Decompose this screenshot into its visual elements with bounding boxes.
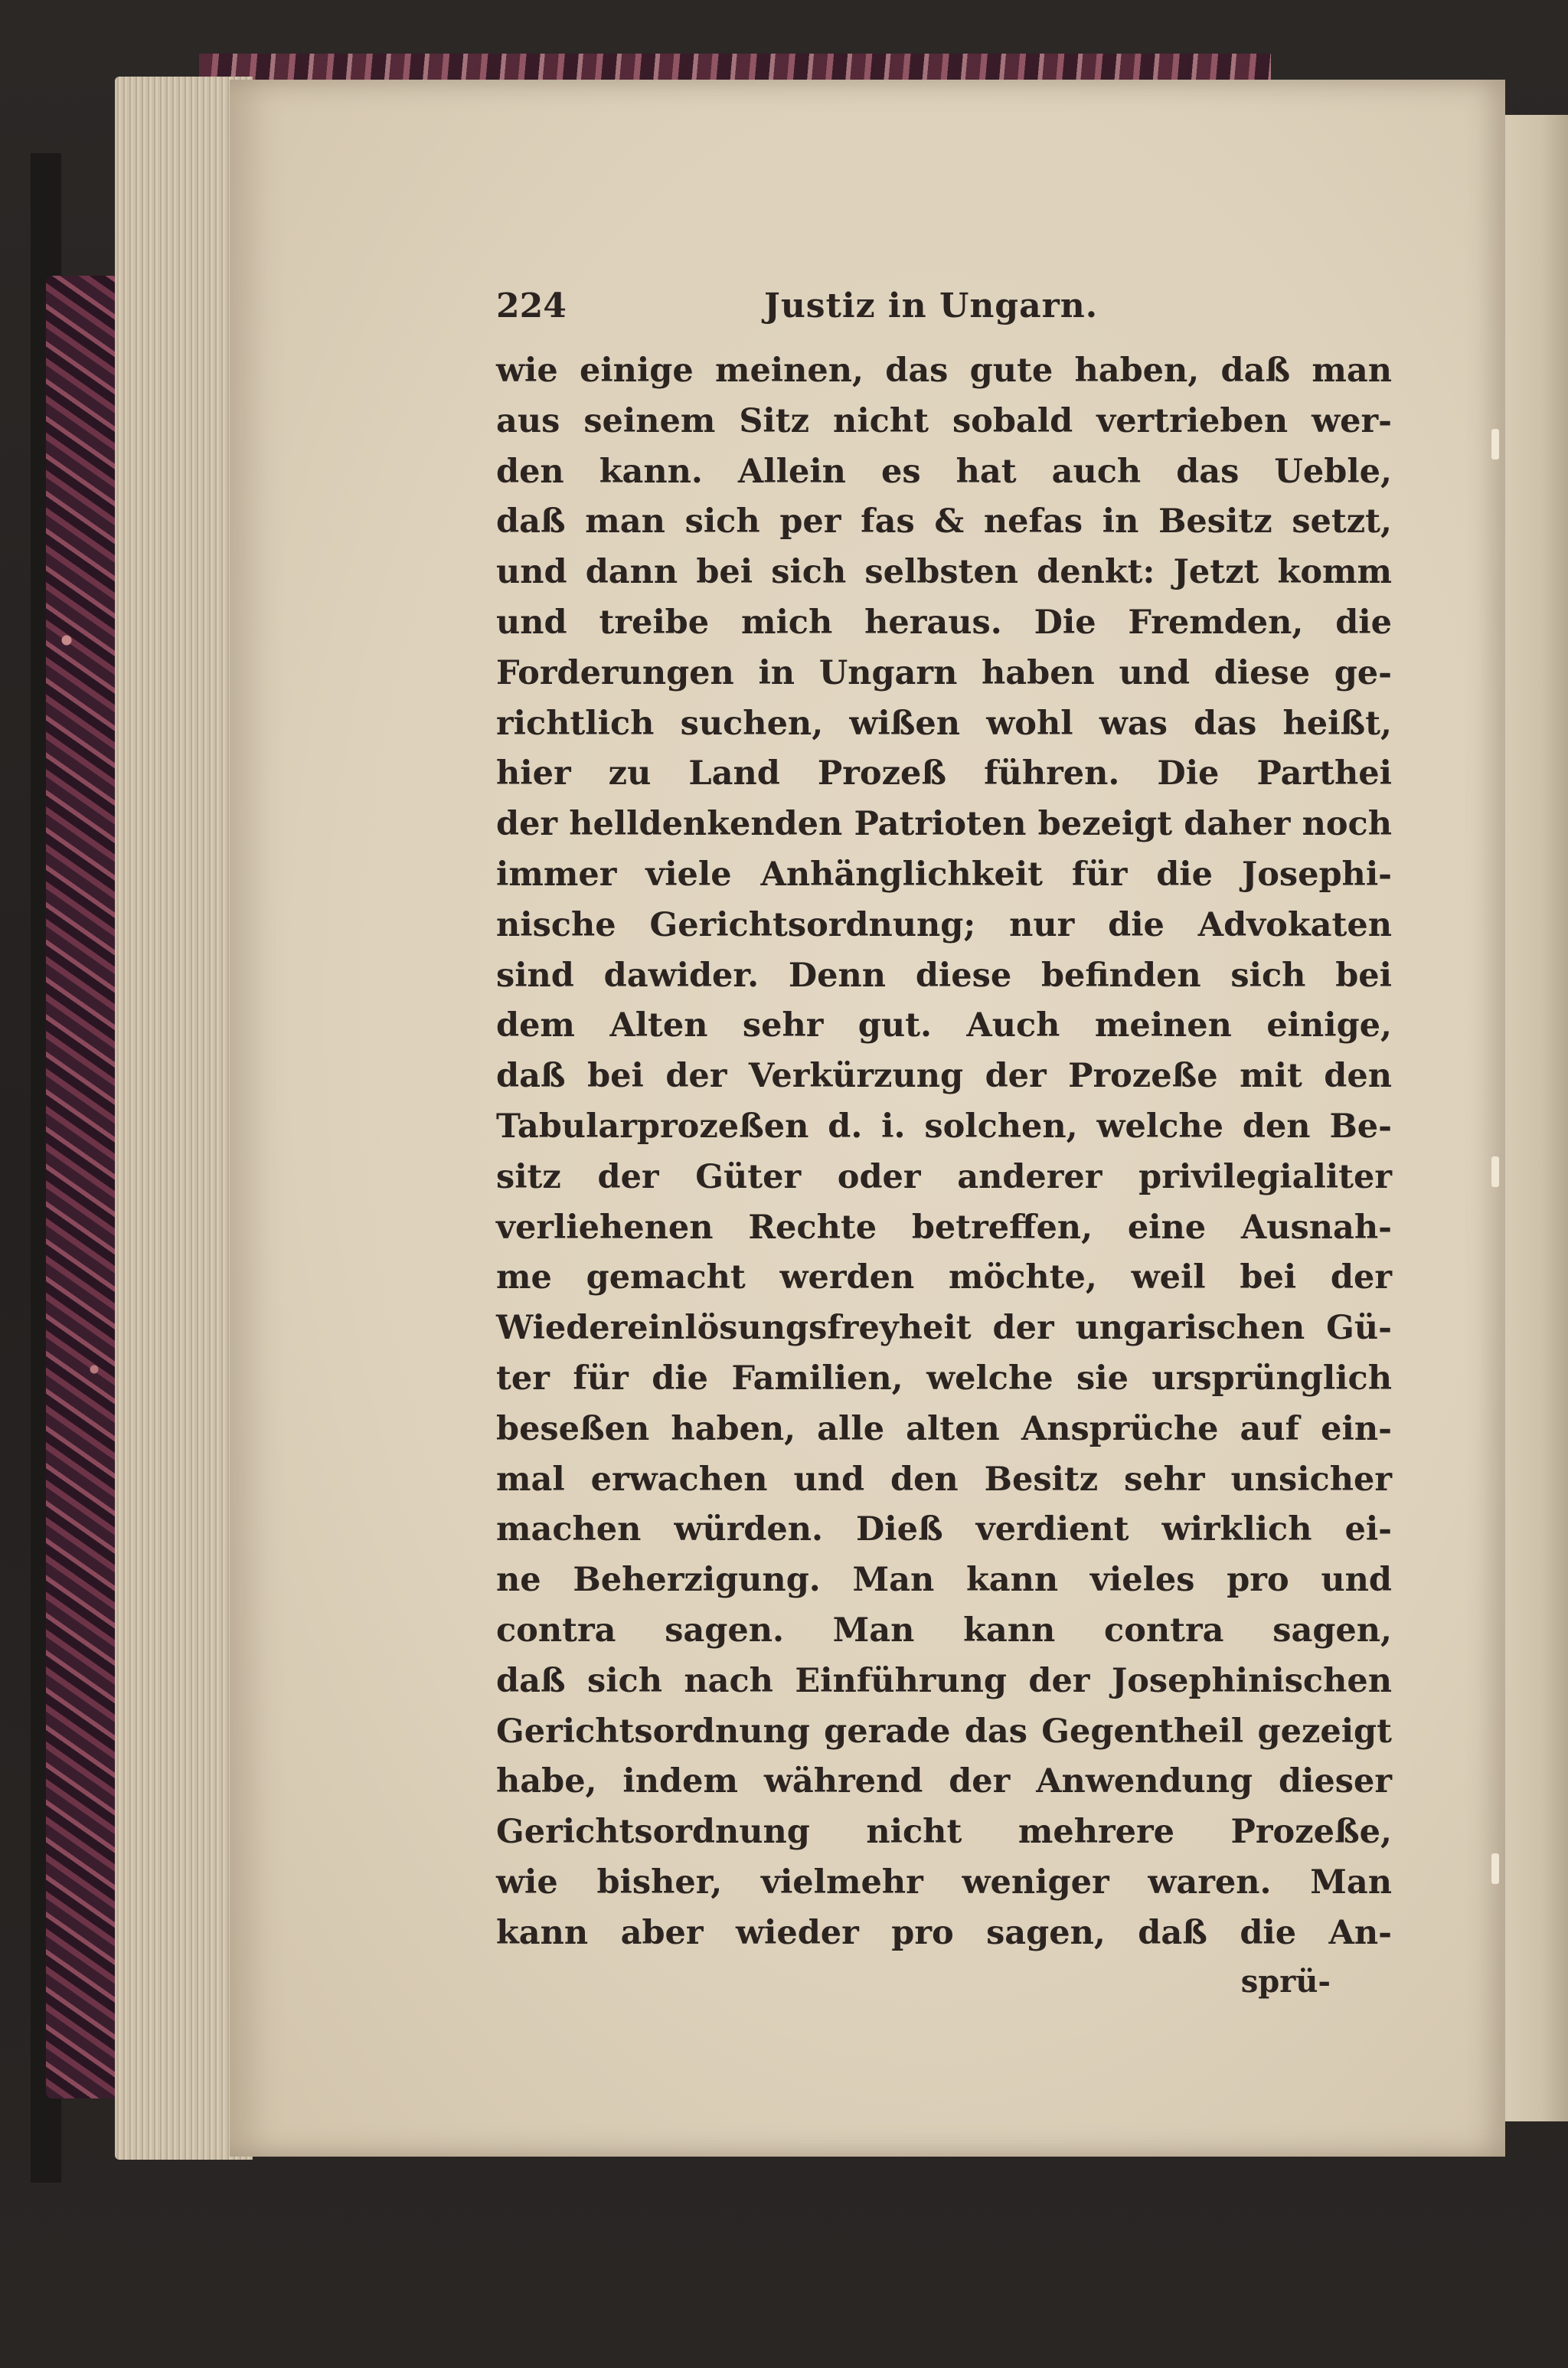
marbled-top-edge	[199, 54, 1271, 80]
text-line: verliehenen Rechte betreffen, eine Ausnah-	[496, 1208, 1392, 1247]
text-line: und treibe mich heraus. Die Fremden, die	[496, 603, 1392, 642]
text-line: mal erwachen und den Besitz sehr unsicher	[496, 1460, 1392, 1499]
text-line: aus seinem Sitz nicht sobald vertrieben wer-	[496, 401, 1392, 440]
text-line: wie bisher, vielmehr weniger waren. Man	[496, 1863, 1392, 1902]
binding-thread	[1491, 1156, 1499, 1187]
page-number: 224	[496, 286, 567, 325]
text-line: der helldenkenden Patrioten bezeigt daher noch	[496, 805, 1392, 844]
marbled-cover-edge	[46, 276, 115, 2098]
text-line: wie einige meinen, das gute haben, daß man	[496, 352, 1392, 390]
text-line: und dann bei sich selbsten denkt: Jetzt komm	[496, 553, 1392, 592]
body-text	[496, 346, 1392, 1959]
facing-page-edge	[1501, 115, 1568, 2121]
text-line: nische Gerichtsordnung; nur die Advokaten	[496, 905, 1392, 944]
text-line: beseßen haben, alle alten Ansprüche auf ein-	[496, 1409, 1392, 1448]
text-line: Gerichtsordnung gerade das Gegentheil gezeigt	[496, 1712, 1392, 1751]
text-line: Gerichtsordnung nicht mehrere Prozeße,	[496, 1813, 1392, 1852]
text-line: immer viele Anhänglichkeit für die Josephi-	[496, 855, 1392, 894]
text-line: richtlich suchen, wißen wohl was das heißt,	[496, 704, 1392, 743]
text-line: machen würden. Dieß verdient wirklich ei-	[496, 1510, 1392, 1549]
text-line: Forderungen in Ungarn haben und diese ge-	[496, 653, 1392, 692]
text-line: Wiedereinlösungsfreyheit der ungarischen Gü-	[496, 1309, 1392, 1348]
running-title: Justiz in Ungarn.	[764, 286, 1099, 325]
binding-thread	[1491, 429, 1499, 460]
text-line: kann aber wieder pro sagen, daß die An-	[496, 1913, 1392, 1952]
text-line: ter für die Familien, welche sie ursprünglich	[496, 1359, 1392, 1398]
text-line: daß sich nach Einführung der Josephinischen	[496, 1661, 1392, 1700]
text-line: Tabularprozeßen d. i. solchen, welche den Be-	[496, 1107, 1392, 1146]
text-line: ne Beherzigung. Man kann vieles pro und	[496, 1561, 1392, 1600]
text-line: dem Alten sehr gut. Auch meinen einige,	[496, 1006, 1392, 1045]
page-text-block	[496, 283, 1392, 2005]
text-line: me gemacht werden möchte, weil bei der	[496, 1258, 1392, 1297]
page-header	[496, 283, 1392, 329]
text-line: contra sagen. Man kann contra sagen,	[496, 1611, 1392, 1650]
catchword: sprü-	[1240, 1963, 1331, 2000]
text-line: den kann. Allein es hat auch das Ueble,	[496, 452, 1392, 491]
text-line: sind dawider. Denn diese befinden sich bei	[496, 956, 1392, 995]
text-line: daß bei der Verkürzung der Prozeße mit den	[496, 1057, 1392, 1096]
text-line: habe, indem während der Anwendung dieser	[496, 1762, 1392, 1801]
text-line: daß man sich per fas & nefas in Besitz setzt,	[496, 502, 1392, 541]
binding-thread	[1491, 1853, 1499, 1884]
text-line: hier zu Land Prozeß führen. Die Parthei	[496, 754, 1392, 793]
text-line: sitz der Güter oder anderer privilegialiter	[496, 1157, 1392, 1196]
